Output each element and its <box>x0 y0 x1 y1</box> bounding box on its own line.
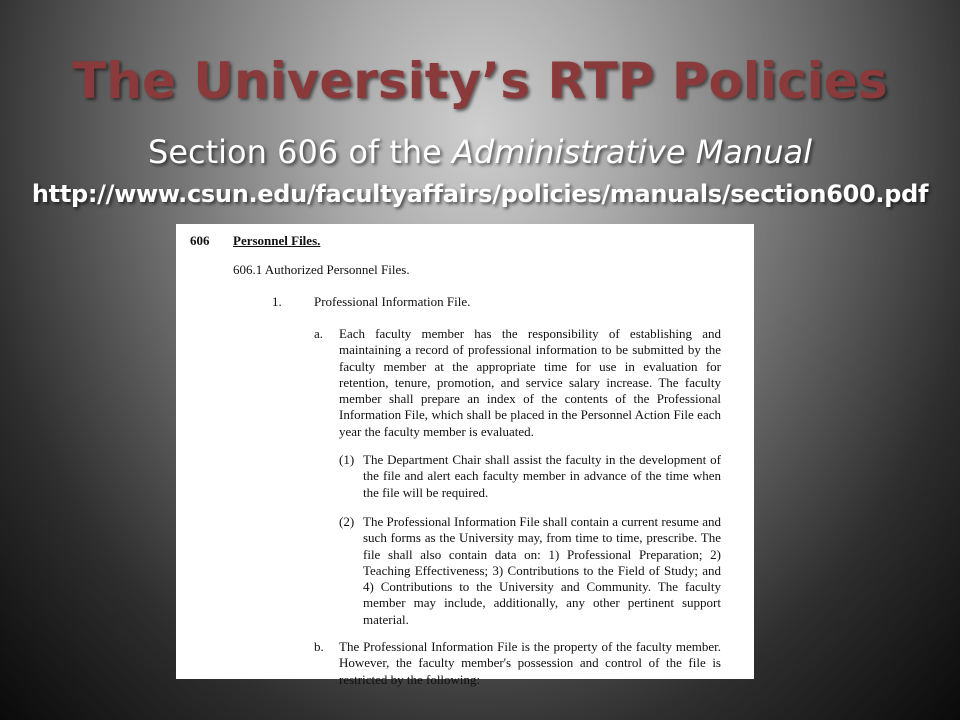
item-title: Professional Information File. <box>314 294 471 309</box>
subtitle-italic: Administrative Manual <box>452 133 812 171</box>
paragraph-a-label: a. <box>314 326 324 341</box>
paragraph-a-text: Each faculty member has the responsibility of establishing and maintaining a record of professional information to be submitted by the faculty member at the appropriate time for use in evaluation for retention, tenure, promotion, and service salary increase. The faculty member shall prepare an index of the contents of the Professional Information File, which shall be placed in the Personnel Action File each year the faculty member is evaluated. <box>339 326 721 439</box>
paragraph-b-label: b. <box>314 639 324 654</box>
item-number: 1. <box>272 294 282 309</box>
subtitle-prefix: Section 606 of the <box>148 133 453 171</box>
subparagraph-2-label: (2) <box>339 514 355 529</box>
subsection-heading: 606.1 Authorized Personnel Files. <box>233 262 410 277</box>
subparagraph-2-text: The Professional Information File shall contain a current resume and such forms as the University may, from time to time, prescribe. The file shall also contain data on: 1) Professional Preparation; 2) Teaching Effectiveness; 3) Contributions to the Field of Study; and 4) Contributions to the University and Community. The faculty member may include, additionally, any other pertinent support material. <box>363 514 721 627</box>
section-title: Personnel Files. <box>233 233 321 248</box>
source-url[interactable]: http://www.csun.edu/facultyaffairs/policies/manuals/section600.pdf <box>31 180 929 208</box>
paragraph-b-text: The Professional Information File is the property of the faculty member. However, the faculty member's possession and control of the file is restricted by the following: <box>339 639 721 687</box>
subparagraph-1-label: (1) <box>339 452 355 467</box>
section-number: 606 <box>190 233 210 248</box>
subparagraph-1-text: The Department Chair shall assist the faculty in the development of the file and alert each faculty member in advance of the time when the file will be required. <box>363 452 721 500</box>
slide-title: The University’s RTP Policies <box>72 52 888 110</box>
slide-subtitle <box>0 133 960 171</box>
document-excerpt <box>176 224 754 687</box>
